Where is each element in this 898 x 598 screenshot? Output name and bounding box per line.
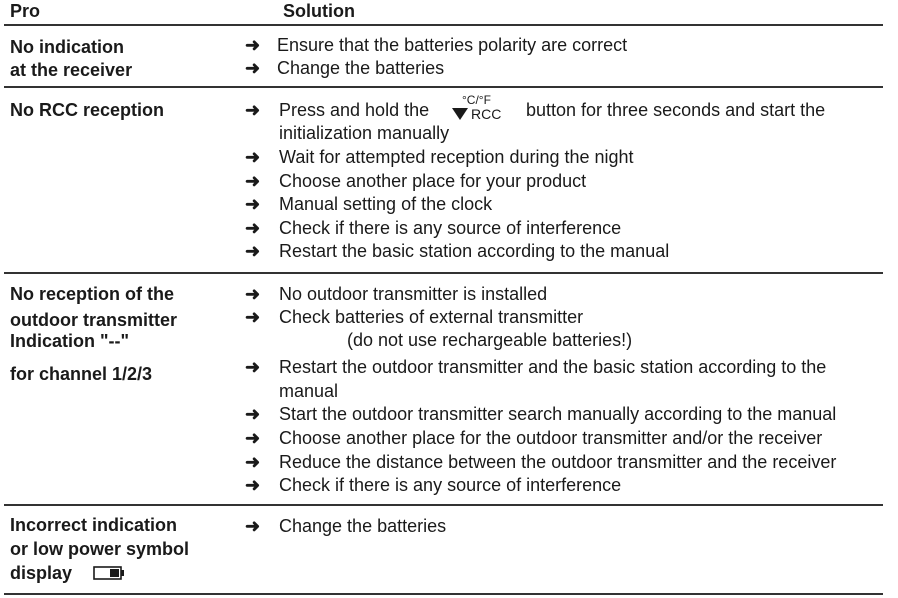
header-problem: Pro (10, 1, 41, 21)
divider (4, 504, 883, 506)
problem-label: No reception of the (10, 284, 175, 304)
arrow-icon: ➜ (245, 147, 261, 167)
battery-shape (93, 566, 125, 580)
celsius-fahrenheit-rcc-button-icon (452, 94, 514, 124)
solution-item: Restart the outdoor transmitter and the basic station according to the (279, 357, 827, 377)
problem-label: outdoor transmitter (10, 310, 178, 330)
icon-label-top: °C/°F (462, 93, 491, 107)
solution-item: Choose another place for your product (279, 171, 587, 191)
low-battery-icon (93, 564, 125, 585)
divider (4, 593, 883, 595)
triangle-down-icon (452, 108, 468, 120)
arrow-icon: ➜ (245, 307, 261, 327)
problem-label: Incorrect indication (10, 515, 178, 535)
arrow-icon: ➜ (245, 428, 261, 448)
solution-item: Check if there is any source of interference (279, 218, 622, 238)
solution-item: manual (279, 381, 339, 401)
icon-label-bottom: RCC (471, 106, 502, 122)
solution-item: Change the batteries (279, 516, 447, 536)
divider (4, 24, 883, 26)
arrow-icon: ➜ (245, 241, 261, 261)
arrow-icon: ➜ (245, 404, 261, 424)
solution-item: Manual setting of the clock (279, 194, 493, 214)
solution-item: Press and hold the (279, 100, 430, 120)
solution-item: Change the batteries (277, 58, 445, 78)
problem-label: No indication (10, 37, 124, 57)
solution-item: Reduce the distance between the outdoor transmitter and the receiver (279, 452, 837, 472)
solution-item: Restart the basic station according to the manual (279, 241, 670, 261)
arrow-icon: ➜ (245, 35, 261, 55)
solution-item: Wait for attempted reception during the night (279, 147, 634, 167)
problem-label: Indication "--" (10, 331, 130, 351)
solution-item: button for three seconds and start the (526, 100, 826, 120)
solution-item: Check if there is any source of interference (279, 475, 622, 495)
arrow-icon: ➜ (245, 357, 261, 377)
solution-item: No outdoor transmitter is installed (279, 284, 548, 304)
arrow-icon: ➜ (245, 475, 261, 495)
problem-label: display (10, 563, 73, 583)
arrow-icon: ➜ (245, 284, 261, 304)
arrow-icon: ➜ (245, 171, 261, 191)
solution-item: Check batteries of external transmitter (279, 307, 584, 327)
divider (4, 86, 883, 88)
solution-item: Choose another place for the outdoor transmitter and/or the receiver (279, 428, 823, 448)
arrow-icon: ➜ (245, 452, 261, 472)
problem-label: for channel 1/2/3 (10, 364, 153, 384)
arrow-icon: ➜ (245, 218, 261, 238)
problem-label: at the receiver (10, 60, 133, 80)
problem-label: or low power symbol (10, 539, 190, 559)
arrow-icon: ➜ (245, 194, 261, 214)
problem-label: No RCC reception (10, 100, 165, 120)
header-solution: Solution (283, 1, 355, 21)
problem-label-with-battery (10, 563, 125, 585)
divider (4, 272, 883, 274)
solution-item: Ensure that the batteries polarity are correct (277, 35, 628, 55)
arrow-icon: ➜ (245, 58, 261, 78)
solution-item: Start the outdoor transmitter search manually according to the manual (279, 404, 837, 424)
arrow-icon: ➜ (245, 516, 261, 536)
solution-item: initialization manually (279, 123, 450, 143)
solution-note: (do not use rechargeable batteries!) (347, 330, 633, 350)
arrow-icon: ➜ (245, 100, 261, 120)
